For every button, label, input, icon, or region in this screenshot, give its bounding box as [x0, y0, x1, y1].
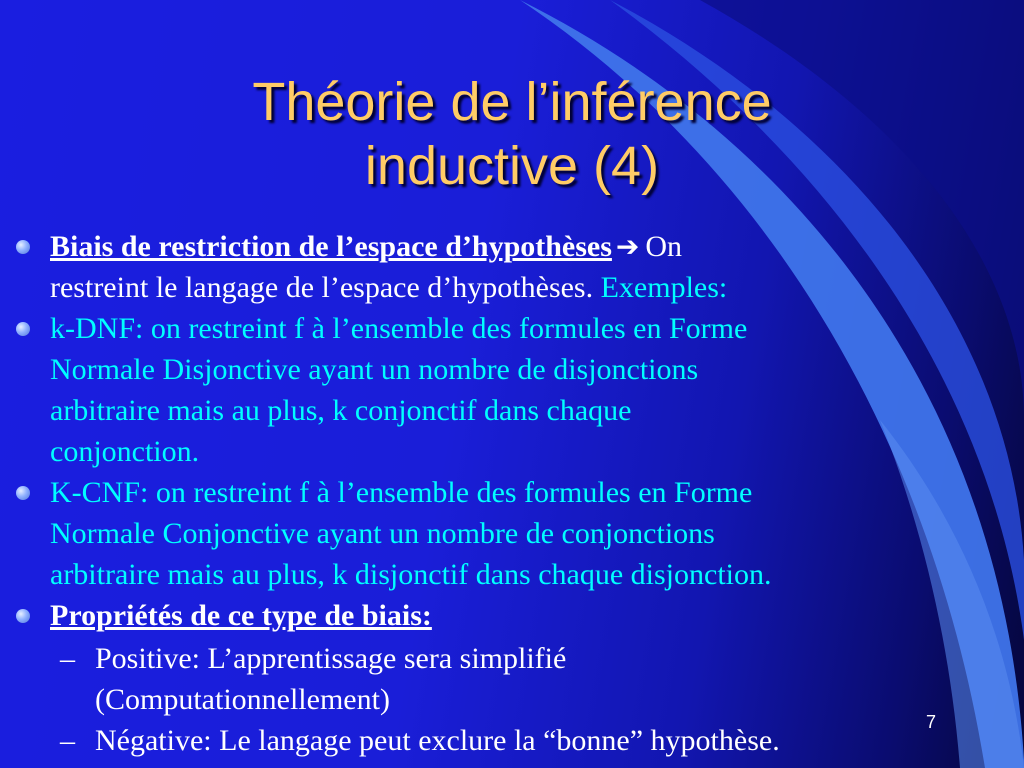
bullet-icon — [16, 609, 30, 623]
bullet-2-line-2: Normale Disjonctive ayant un nombre de disjonctions — [50, 353, 699, 386]
bullet-2-line-1: k-DNF: on restreint f à l’ensemble des formules en Forme — [50, 312, 748, 345]
bullet-3-line-1: K-CNF: on restreint f à l’ensemble des formules en Forme — [50, 476, 753, 509]
bullet-2-line-4: conjonction. — [50, 435, 200, 468]
slide-number: 7 — [926, 712, 937, 732]
slide-content — [0, 226, 1024, 768]
sub-bullet-2-line-1: Négative: Le langage peut exclure la “bonne” hypothèse. — [95, 724, 780, 757]
bullet-3-line-3: arbitraire mais au plus, k disjonctif dans chaque disjonction. — [50, 558, 772, 591]
bullet-1-line-1 — [50, 226, 682, 267]
bullet-icon — [16, 322, 30, 336]
title-line-1: Théorie de l’inférence — [252, 72, 772, 132]
bullet-2-line-3: arbitraire mais au plus, k conjonctif dans chaque — [50, 394, 632, 427]
bullet-icon — [16, 240, 30, 254]
sub-bullet-dash: – — [60, 642, 75, 675]
bullet-4-heading: Propriétés de ce type de biais: — [50, 599, 432, 632]
bullet-3-line-2: Normale Conjonctive ayant un nombre de conjonctions — [50, 517, 715, 550]
arrow-right-icon: ➔ — [615, 230, 640, 263]
title-line-2: inductive (4) — [364, 136, 660, 196]
bullet-1-examples-label: Exemples: — [600, 271, 728, 304]
bullet-1-heading: Biais de restriction de l’espace d’hypothèses — [50, 230, 612, 263]
sub-bullet-1-line-2: (Computationnellement) — [95, 683, 390, 716]
sub-bullet-dash: – — [60, 724, 75, 757]
slide-title — [0, 70, 1024, 198]
bullet-1-text-after-arrow: On — [645, 230, 683, 263]
sub-bullet-1-line-1: Positive: L’apprentissage sera simplifié — [95, 642, 567, 675]
bullet-icon — [16, 486, 30, 500]
bullet-1-line-2-text: restreint le langage de l’espace d’hypothèses. — [50, 271, 594, 304]
bullet-4-line-1 — [50, 595, 432, 636]
bullet-1-line-2 — [50, 267, 727, 308]
